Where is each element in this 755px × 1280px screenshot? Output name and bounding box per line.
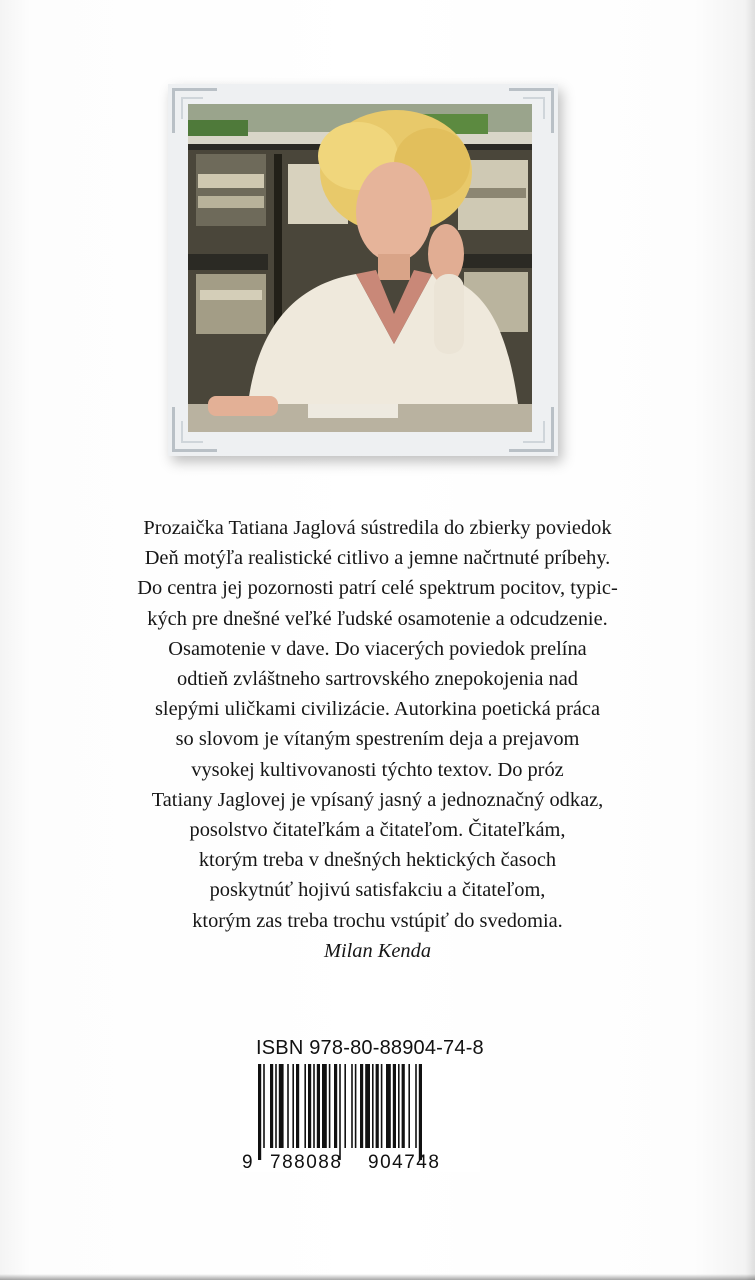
barcode-bar (292, 1064, 294, 1148)
blurb-line: Osamotenie v dave. Do viacerých poviedok prelína (168, 637, 587, 660)
blurb-line: Do centra jej pozornosti patrí celé spektrum pocitov, typic- (137, 577, 618, 600)
blurb-line: odtieň zvláštneho sartrovského znepokojenia nad (177, 668, 578, 691)
barcode-bar (351, 1064, 353, 1148)
barcode-bar (313, 1064, 315, 1148)
barcode-digits-left: 788088 (270, 1152, 343, 1172)
barcode-bar (263, 1064, 265, 1148)
barcode-bar (376, 1064, 379, 1148)
barcode-bar (355, 1064, 357, 1148)
blurb-line: vysokej kultivovanosti týchto textov. Do próz (191, 758, 564, 781)
blurb-line: so slovom je vítaným spestrením deja a prejavom (175, 728, 580, 751)
barcode-bar (258, 1064, 261, 1160)
barcode-bar (393, 1064, 396, 1148)
barcode-bar (308, 1064, 311, 1148)
blurb-line: kých pre dnešné veľké ľudské osamotenie a odcudzenie. (147, 607, 608, 630)
blurb-author: Milan Kenda (323, 939, 432, 962)
barcode-bar (408, 1064, 410, 1148)
barcode-bar (322, 1064, 327, 1148)
barcode-bar (372, 1064, 374, 1148)
photo-frame (168, 84, 558, 456)
barcode-bar (287, 1064, 289, 1148)
barcode-bar (365, 1064, 370, 1148)
blurb-line: ktorým zas treba trochu vstúpiť do svedomia. (192, 909, 563, 932)
barcode-bar (381, 1064, 383, 1148)
barcode-bar (415, 1064, 417, 1148)
blurb-line: Tatiany Jaglovej je vpísaný jasný a jednoznačný odkaz, (151, 788, 604, 811)
barcode-digits-right: 904748 (368, 1152, 441, 1172)
barcode-bar (275, 1064, 277, 1148)
barcode-bar (279, 1064, 284, 1148)
blurb-line: ktorým treba v dnešných hektických časoch (198, 849, 557, 872)
barcode-bar (398, 1064, 400, 1148)
blurb-line: Prozaička Tatiana Jaglová sústredila do zbierky poviedok (143, 517, 612, 539)
author-photo (188, 104, 532, 432)
barcode-bar (386, 1064, 391, 1148)
blurb-text (40, 513, 715, 966)
spine-shadow (745, 0, 755, 1280)
barcode-bar (296, 1064, 299, 1148)
barcode-bar (270, 1064, 273, 1148)
barcode-bar (419, 1064, 422, 1160)
blurb-line: poskytnúť hojivú satisfakciu a čitateľom, (209, 879, 546, 902)
barcode-bar (304, 1064, 306, 1148)
barcode-bar (334, 1064, 337, 1148)
barcode-bar (402, 1064, 405, 1148)
barcode-bar (317, 1064, 320, 1148)
barcode (240, 1060, 480, 1172)
author-portrait-illustration (188, 104, 532, 432)
barcode-bar (339, 1064, 341, 1160)
barcode-bar (344, 1064, 346, 1148)
blurb-line: slepými uličkami civilizácie. Autorkina poetická práca (154, 698, 601, 721)
barcode-digit-prefix: 9 (242, 1152, 253, 1172)
blurb-line: posolstvo čitateľkám a čitateľom. Čitateľkám, (189, 819, 566, 842)
isbn-label: ISBN 978-80-88904-74-8 (256, 1037, 484, 1059)
barcode-bar (329, 1064, 331, 1148)
blurb-line: Deň motýľa realistické citlivo a jemne načrtnuté príbehy. (144, 547, 611, 570)
page-bottom-edge (0, 1274, 755, 1280)
barcode-bar (360, 1064, 363, 1148)
